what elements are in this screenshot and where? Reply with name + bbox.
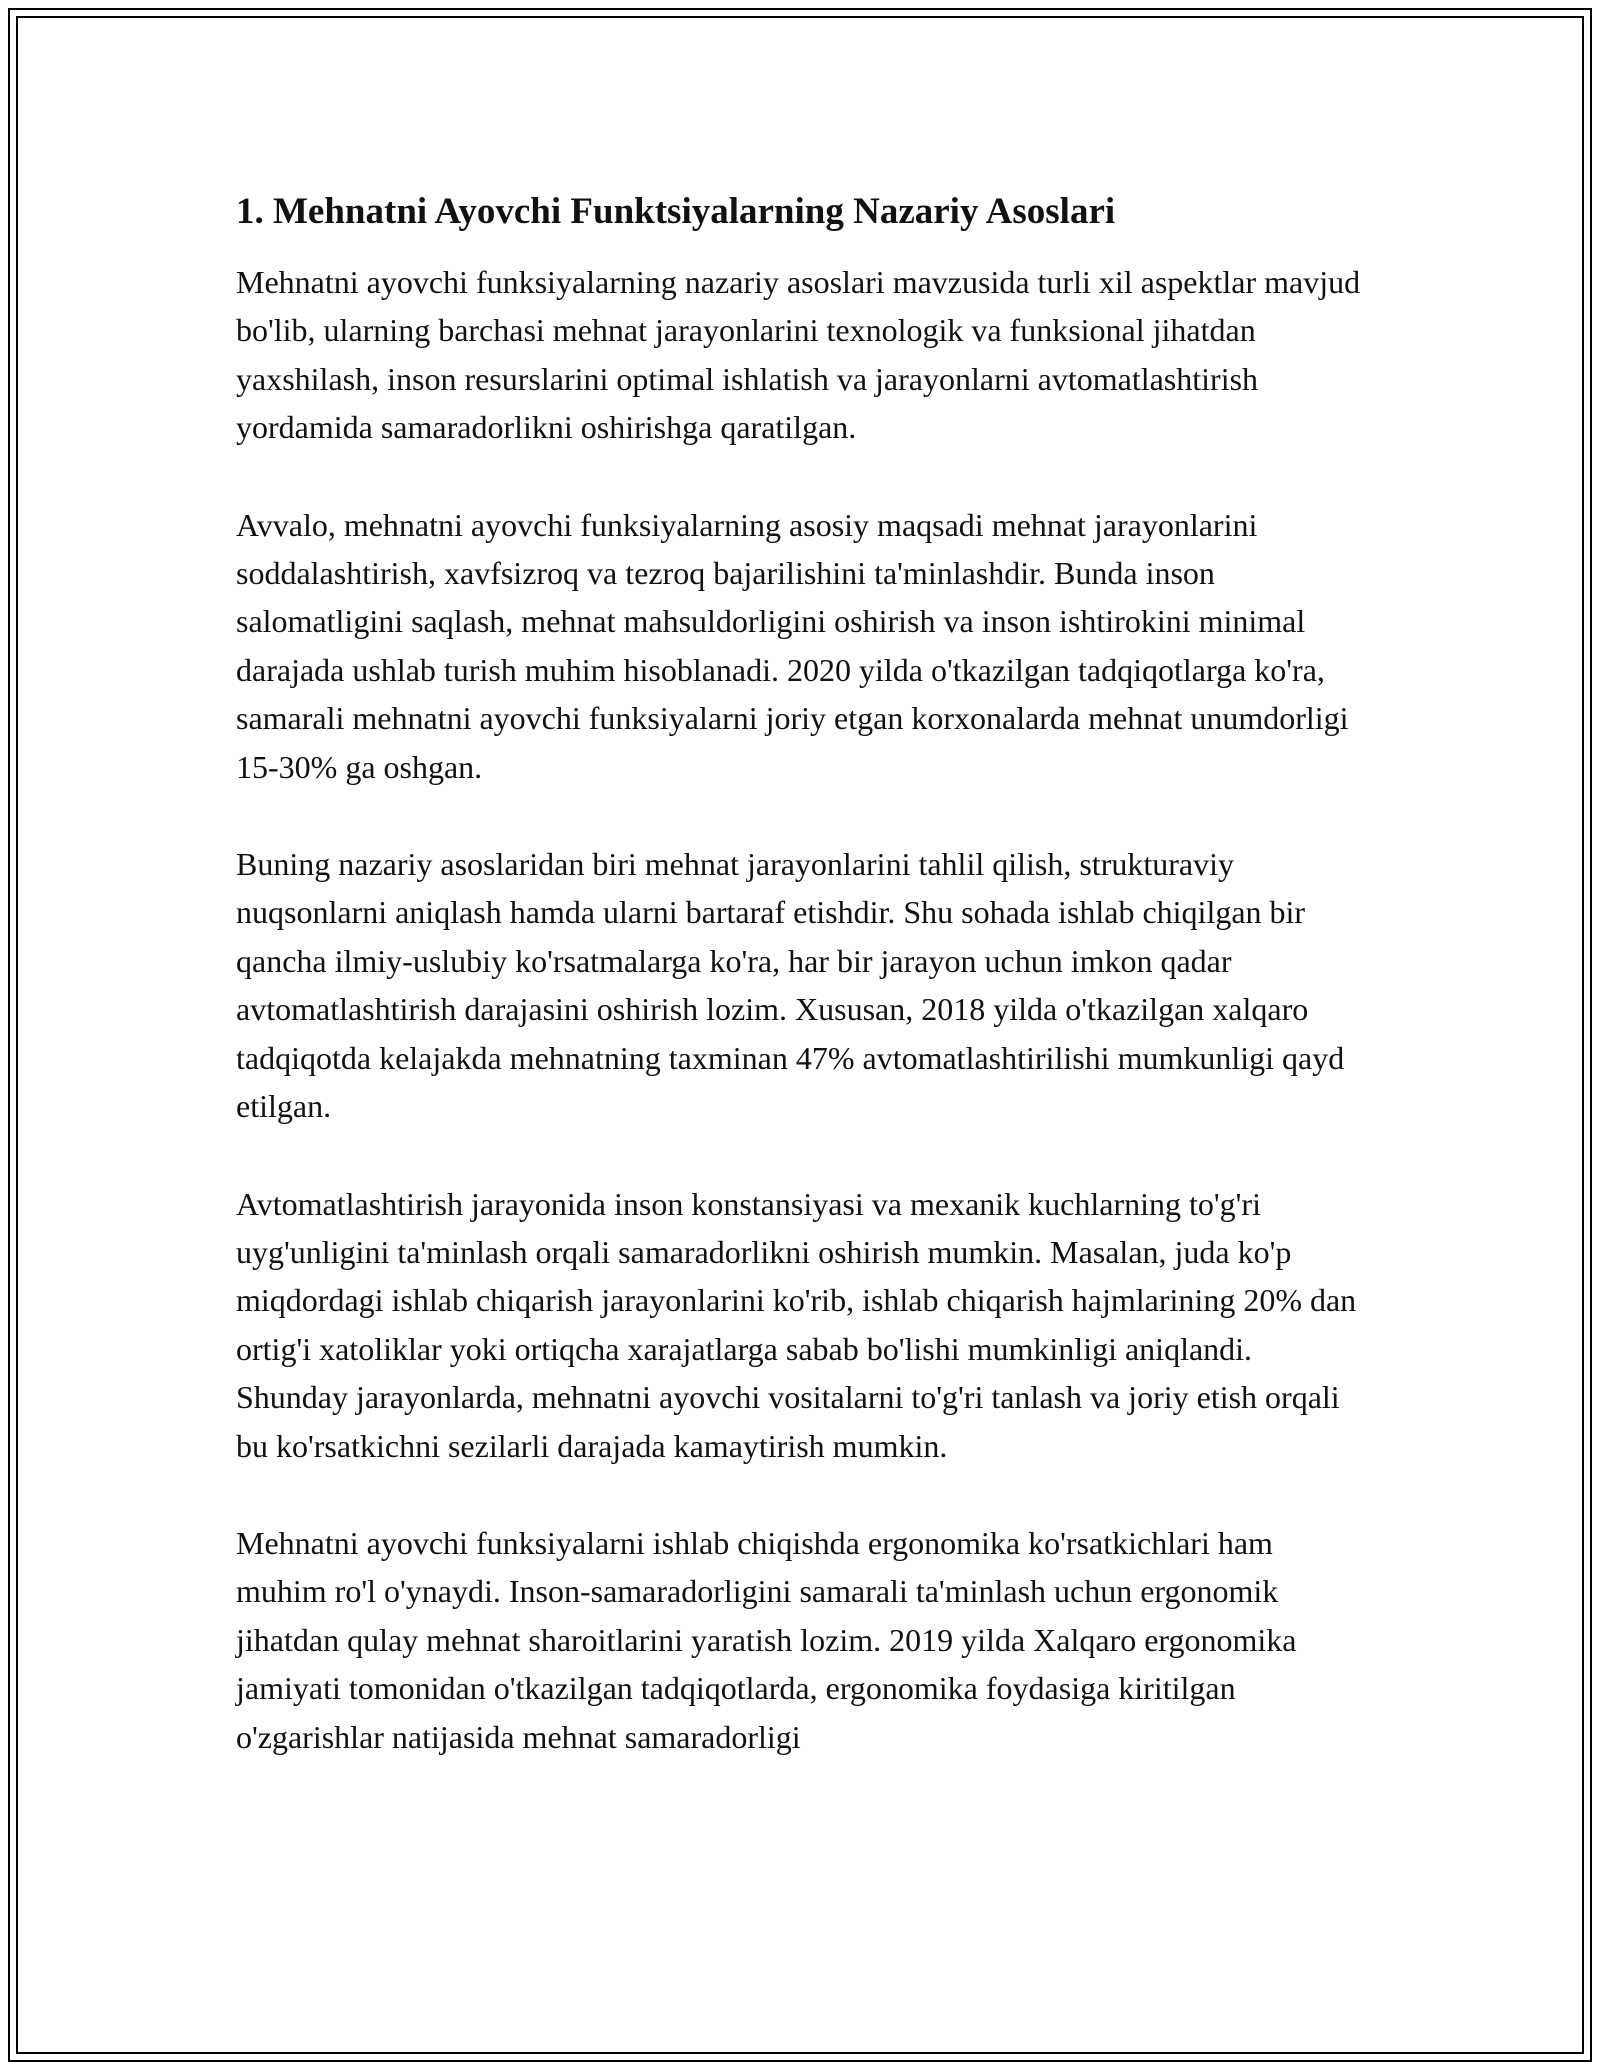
paragraph-5: Mehnatni ayovchi funksiyalarni ishlab chiqishda ergonomika ko'rsatkichlari ham muhim ro'l o'ynaydi. Inson-samaradorligini samarali ta'minlash uchun ergonomik jihatdan qulay mehnat sharoitlarini yaratish lozim. 2019 yilda Xalqaro ergonomika jamiyati tomonidan o'tkazilgan tadqiqotlarda, ergonomika foydasiga kiritilgan o'zgarishlar natijasida mehnat samaradorligi (236, 1524, 1297, 1755)
paragraph-2: Avvalo, mehnatni ayovchi funksiyalarning asosiy maqsadi mehnat jarayonlarini soddalashtirish, xavfsizroq va tezroq bajarilishini ta'minlashdir. Bunda inson salomatligini saqlash, mehnat mahsuldorligini oshirish va inson ishtirokini minimal darajada ushlab turish muhim hisoblanadi. 2020 yilda o'tkazilgan tadqiqotlarga ko'ra, samarali mehnatni ayovchi funksiyalarni joriy etgan korxonalarda mehnat unumdorligi 15-30% ga oshgan. (236, 506, 1349, 785)
document-body (236, 188, 1366, 1810)
paragraph-4: Avtomatlashtirish jarayonida inson konstansiyasi va mexanik kuchlarning to'g'ri uyg'unligini ta'minlash orqali samaradorlikni oshirish mumkin. Masalan, juda ko'p miqdordagi ishlab chiqarish jarayonlarini ko'rib, ishlab chiqarish hajmlarining 20% dan ortig'i xatoliklar yoki ortiqcha xarajatlarga sabab bo'lishi mumkinligi aniqlandi. Shunday jarayonlarda, mehnatni ayovchi vositalarni to'g'ri tanlash va joriy etish orqali bu ko'rsatkichni sezilarli darajada kamaytirish mumkin. (236, 1185, 1357, 1464)
section-heading: 1. Mehnatni Ayovchi Funktsiyalarning Nazariy Asoslari (236, 191, 1116, 232)
paragraph-1: Mehnatni ayovchi funksiyalarning nazariy asoslari mavzusida turli xil aspektlar mavjud bo'lib, ularning barchasi mehnat jarayonlarini texnologik va funksional jihatdan yaxshilash, inson resurslarini optimal ishlatish va jarayonlarni avtomatlashtirish yordamida samaradorlikni oshirishga qaratilgan. (236, 264, 1361, 446)
paragraph-3: Buning nazariy asoslaridan biri mehnat jarayonlarini tahlil qilish, strukturaviy nuqsonlarni aniqlash hamda ularni bartaraf etishdir. Shu sohada ishlab chiqilgan bir qancha ilmiy-uslubiy ko'rsatmalarga ko'ra, har bir jarayon uchun imkon qadar avtomatlashtirish darajasini oshirish lozim. Xususan, 2018 yilda o'tkazilgan xalqaro tadqiqotda kelajakda mehnatning taxminan 47% avtomatlashtirilishi mumkunligi qayd etilgan. (236, 846, 1345, 1125)
